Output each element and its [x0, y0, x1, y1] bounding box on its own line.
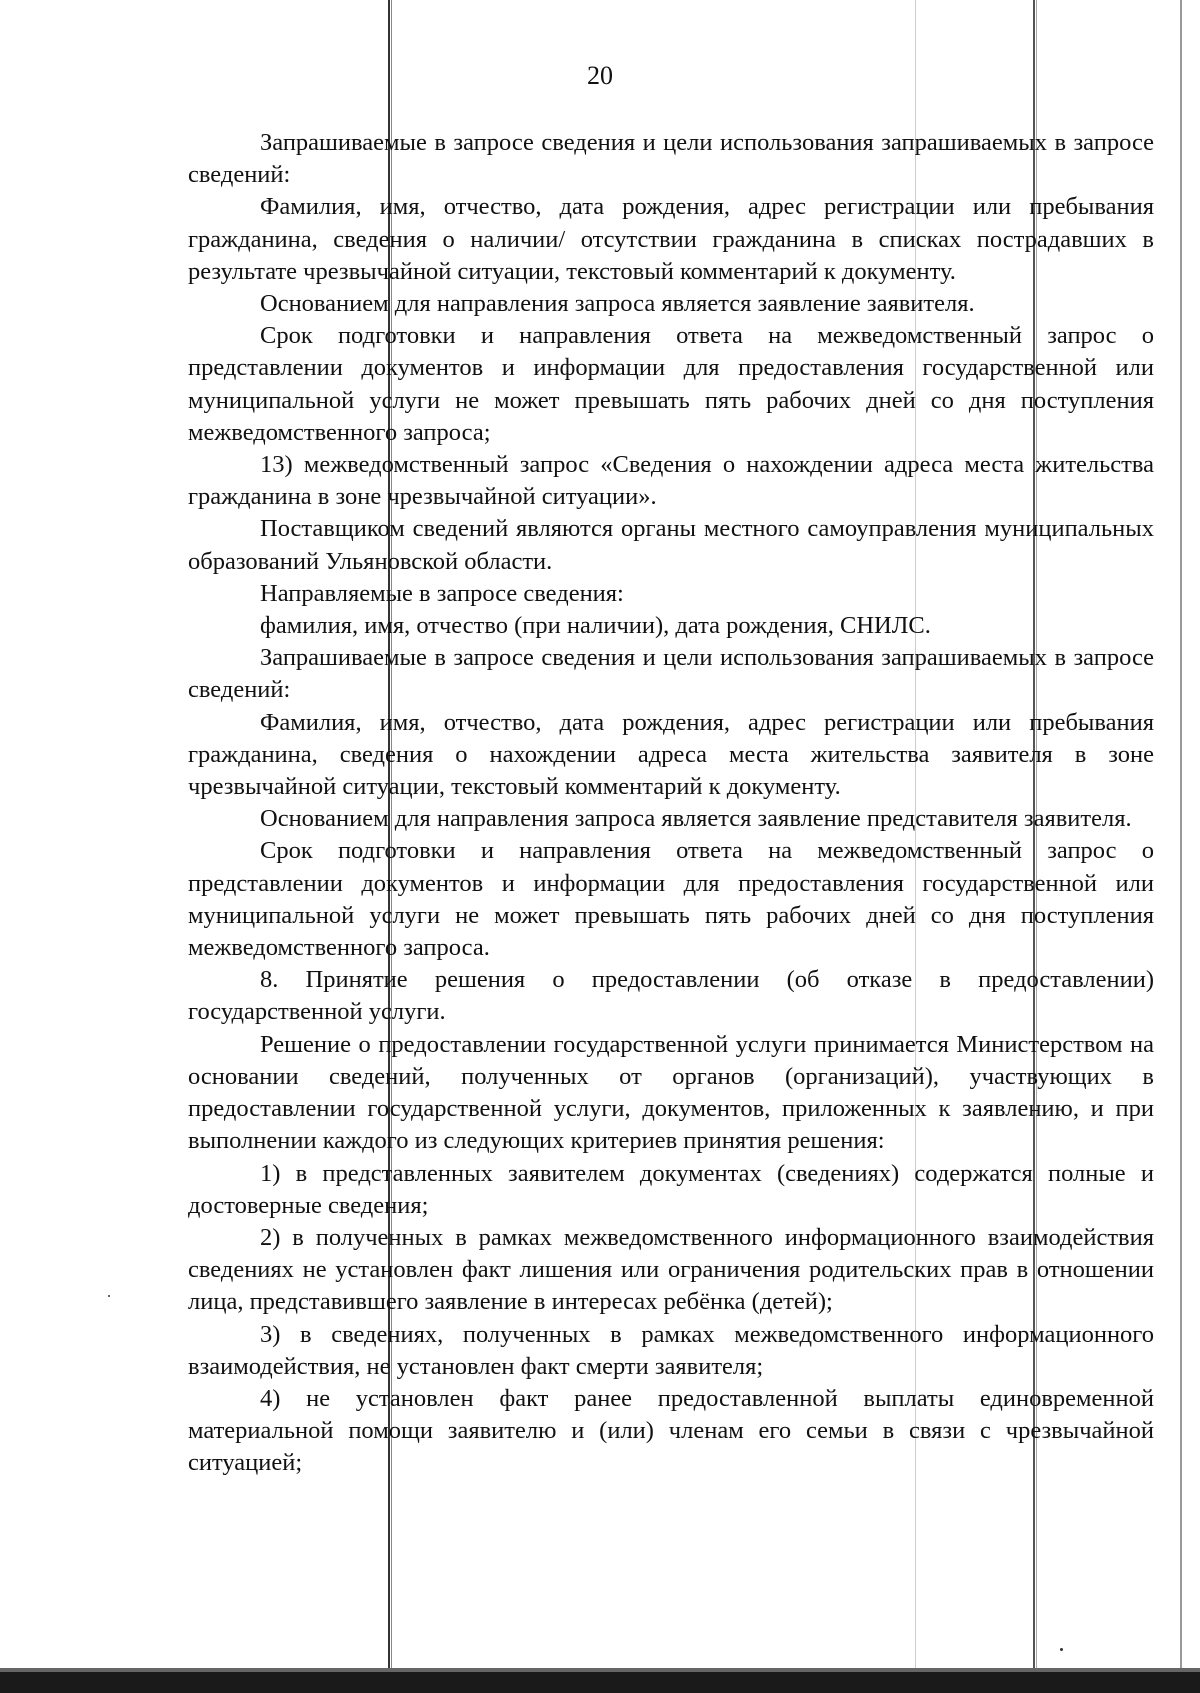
scan-speck — [1060, 1648, 1063, 1651]
paragraph: Срок подготовки и направления ответа на межведомственный запрос о представлении документов и информации для предоставления государственной или муниципальной услуги не может превышать пять рабочих дней со дня поступления межведомственного запроса; — [188, 322, 1154, 446]
paragraph: фамилия, имя, отчество (при наличии), дата рождения, СНИЛС. — [260, 612, 931, 640]
paragraph: Основанием для направления запроса является заявление представителя заявителя. — [260, 805, 1132, 833]
scan-border — [0, 1672, 1200, 1693]
paragraph: 2) в полученных в рамках межведомственного информационного взаимодействия сведениях не установлен факт лишения или ограничения родительских прав в отношении лица, представившего заявление в интересах ребёнка (детей); — [188, 1223, 1154, 1316]
paragraph: Фамилия, имя, отчество, дата рождения, адрес регистрации или пребывания гражданина, сведения о нахождении адреса места жительства заявителя в зоне чрезвычайной ситуации, текстовый комментарий к документу. — [188, 708, 1154, 801]
paragraph: 13) межведомственный запрос «Сведения о нахождении адреса места жительства гражданина в зоне чрезвычайной ситуации». — [188, 451, 1154, 511]
document-body — [188, 127, 1154, 1480]
paragraph: Фамилия, имя, отчество, дата рождения, адрес регистрации или пребывания гражданина, сведения о наличии/ отсутствии гражданина в списках пострадавших в результате чрезвычайной ситуации, текстовый комментарий к документу. — [188, 193, 1154, 285]
paragraph: Запрашиваемые в запросе сведения и цели использования запрашиваемых в запросе сведений: — [188, 644, 1154, 704]
page-number: 20 — [587, 61, 613, 90]
paragraph: Решение о предоставлении государственной услуги принимается Министерством на основании сведений, полученных от органов (организаций), участвующих в предоставлении государственной услуги, документов, приложенных к заявлению, и при выполнении каждого из следующих критериев принятия решения: — [188, 1030, 1154, 1155]
paragraph: 4) не установлен факт ранее предоставленной выплаты единовременной материальной помощи заявителю и (или) членам его семьи в связи с чрезвычайной ситуацией; — [188, 1384, 1154, 1477]
scan-artifact-line — [1180, 0, 1182, 1693]
paragraph: 8. Принятие решения о предоставлении (об отказе в предоставлении) государственной услуги. — [188, 966, 1154, 1026]
paragraph: 1) в представленных заявителем документах (сведениях) содержатся полные и достоверные сведения; — [188, 1159, 1154, 1219]
paragraph: Поставщиком сведений являются органы местного самоуправления муниципальных образований Ульяновской области. — [188, 515, 1154, 575]
paragraph: Срок подготовки и направления ответа на межведомственный запрос о представлении документов и информации для предоставления государственной или муниципальной услуги не может превышать пять рабочих дней со дня поступления межведомственного запроса. — [188, 837, 1154, 962]
scan-speck — [108, 1295, 110, 1297]
paragraph: Основанием для направления запроса является заявление заявителя. — [260, 290, 975, 318]
paragraph: 3) в сведениях, полученных в рамках межведомственного информационного взаимодействия, не установлен факт смерти заявителя; — [188, 1320, 1154, 1380]
paragraph: Запрашиваемые в запросе сведения и цели использования запрашиваемых в запросе сведений: — [188, 129, 1154, 189]
paragraph: Направляемые в запросе сведения: — [260, 579, 624, 607]
